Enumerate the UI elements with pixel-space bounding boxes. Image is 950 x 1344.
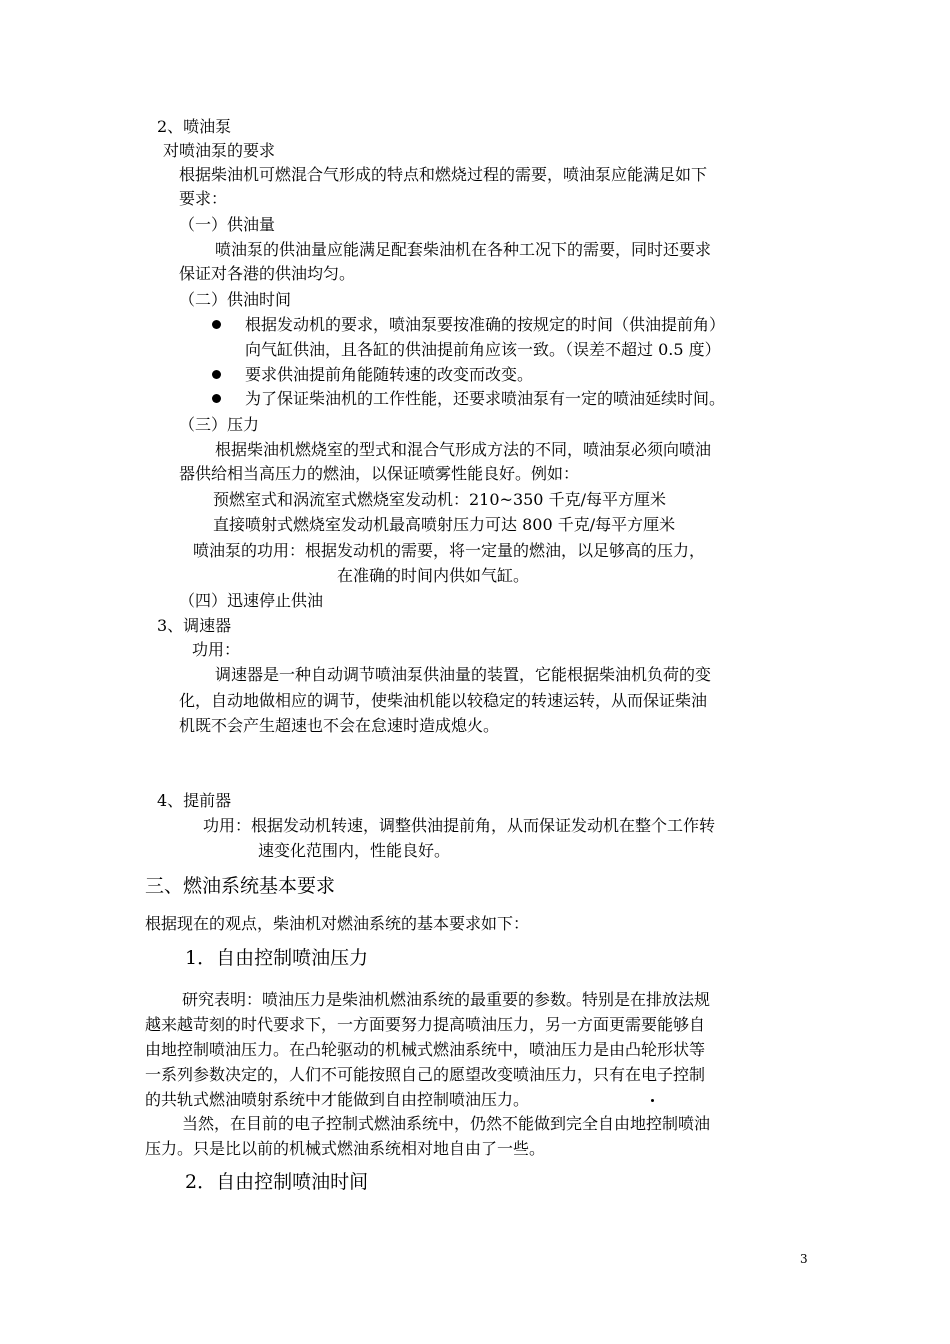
subheading-quick-stop: （四）迅速停止供油 <box>179 591 324 610</box>
subheading-oil-supply: （一）供油量 <box>179 215 276 234</box>
section-heading-fuel-system: 三、燃油系统基本要求 <box>145 875 336 897</box>
bullet-icon <box>212 370 221 379</box>
paragraph-line: 根据柴油机可燃混合气形成的特点和燃烧过程的需要，喷油泵应能满足如下 <box>179 165 708 184</box>
paragraph-line: 化，自动地做相应的调节，使柴油机能以较稳定的转速运转，从而保证柴油 <box>179 691 708 710</box>
paragraph-line: 研究表明：喷油压力是柴油机燃油系统的最重要的参数。特别是在排放法规 <box>182 990 711 1009</box>
paragraph-line: 根据柴油机燃烧室的型式和混合气形成方法的不同，喷油泵必须向喷油 <box>215 440 712 459</box>
paragraph-line: 调速器是一种自动调节喷油泵供油量的装置，它能根据柴油机负荷的变 <box>215 665 712 684</box>
heading-injection-pump: 2、喷油泵 <box>157 117 232 136</box>
paragraph-line: 功用：根据发动机转速，调整供油提前角，从而保证发动机在整个工作转 <box>203 816 716 835</box>
paragraph-line: 保证对各港的供油均匀。 <box>179 264 356 283</box>
bullet-item-continuation: 向气缸供油，且各缸的供油提前角应该一致。（误差不超过 0.5 度） <box>245 340 721 359</box>
subheading-pressure: （三）压力 <box>179 415 260 434</box>
paragraph-line: 机既不会产生超速也不会在怠速时造成熄火。 <box>179 716 500 735</box>
subsection-heading-timing-control: 2．自由控制喷油时间 <box>185 1171 369 1193</box>
bullet-icon <box>212 394 221 403</box>
paragraph-line: 喷油泵的供油量应能满足配套柴油机在各种工况下的需要，同时还要求 <box>215 240 712 259</box>
paragraph-line: 直接喷射式燃烧室发动机最高喷射压力可达 800 千克/每平方厘米 <box>213 515 676 534</box>
subheading-pump-requirements: 对喷油泵的要求 <box>163 141 276 160</box>
bullet-item: 为了保证柴油机的工作性能，还要求喷油泵有一定的喷油延续时间。 <box>245 389 726 408</box>
subheading-supply-timing: （二）供油时间 <box>179 290 292 309</box>
paragraph-line: 要求： <box>179 189 228 208</box>
paragraph-line: 器供给相当高压力的燃油，以保证喷雾性能良好。例如： <box>179 464 580 483</box>
paragraph-line: 由地控制喷油压力。在凸轮驱动的机械式燃油系统中，喷油压力是由凸轮形状等 <box>145 1040 706 1059</box>
paragraph-line: 预燃室式和涡流室式燃烧室发动机：210~350 千克/每平方厘米 <box>213 490 666 509</box>
page-number: 3 <box>800 1252 808 1266</box>
paragraph-line: 速变化范围内，性能良好。 <box>258 841 451 860</box>
paragraph-line: 当然，在目前的电子控制式燃油系统中，仍然不能做到完全自由地控制喷油 <box>182 1114 711 1133</box>
dot-mark <box>651 1099 654 1102</box>
paragraph-line: 功用： <box>192 640 241 659</box>
paragraph-line: 压力。只是比以前的机械式燃油系统相对地自由了一些。 <box>145 1139 546 1158</box>
paragraph-line: 一系列参数决定的，人们不可能按照自己的愿望改变喷油压力，只有在电子控制 <box>145 1065 706 1084</box>
paragraph-line: 的共轨式燃油喷射系统中才能做到自由控制喷油压力。 <box>145 1090 530 1109</box>
subsection-heading-pressure-control: 1．自由控制喷油压力 <box>185 947 369 969</box>
paragraph-line: 越来越苛刻的时代要求下，一方面要努力提高喷油压力，另一方面更需要能够自 <box>145 1015 706 1034</box>
bullet-icon <box>212 320 221 329</box>
paragraph-line: 喷油泵的功用：根据发动机的需要，将一定量的燃油，以足够高的压力， <box>193 541 706 560</box>
heading-advancer: 4、提前器 <box>157 791 232 810</box>
paragraph-line: 在准确的时间内供如气缸。 <box>337 566 530 585</box>
heading-governor: 3、调速器 <box>157 616 232 635</box>
bullet-item: 要求供油提前角能随转速的改变而改变。 <box>245 365 534 384</box>
paragraph-line: 根据现在的观点，柴油机对燃油系统的基本要求如下： <box>145 914 530 933</box>
bullet-item: 根据发动机的要求，喷油泵要按准确的按规定的时间（供油提前角） <box>245 315 726 334</box>
